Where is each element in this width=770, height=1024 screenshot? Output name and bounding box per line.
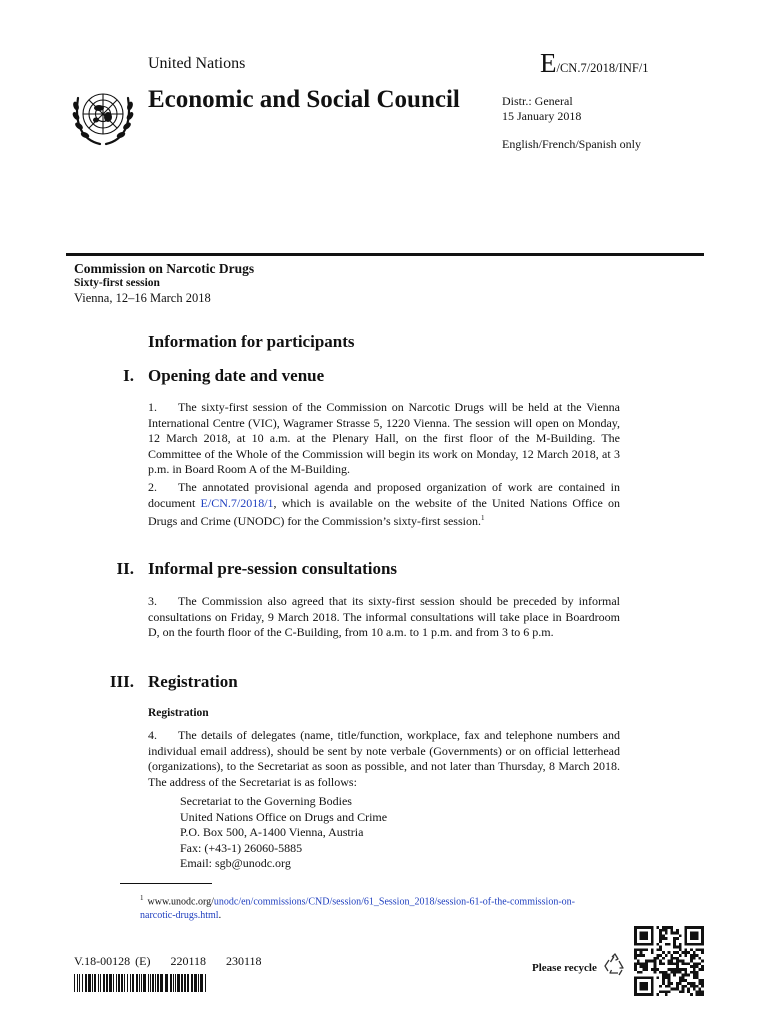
paragraph-text: The annotated provisional agenda and proposed organization of work are contained in document (148, 480, 620, 510)
commission-name: Commission on Narcotic Drugs (74, 261, 255, 276)
symbol-letter: E (540, 48, 557, 78)
footnote-suffix: . (218, 910, 222, 922)
issue-date: 15 January 2018 (502, 109, 582, 123)
address-line: Fax: (+43-1) 26060-5885 (180, 840, 303, 855)
org-name: United Nations (148, 55, 246, 72)
release-date-code: 230118 (226, 954, 262, 968)
distribution: Distr.: General (502, 94, 573, 108)
paragraph-text: The sixty-first session of the Commission on Narcotic Drugs will be held at the Vienna International Centre (VIC), Wagramer Strasse 5, 1220 Vienna. The session will open on Monday, 12 March 2018, at 10 a.m. at the Plenary Hall, on the first floor of the M-Building. The Committee of the Whole of the Commission will begin its work on Monday, 12 March 2018, at 3 p.m. in Board Room A of the M-Building. (148, 400, 620, 476)
footnote-prefix: www.unodc.org/ (147, 896, 214, 908)
section-number: I. (123, 366, 134, 385)
paragraph-text: The Commission also agreed that its sixty-first session should be preceded by informal consultations on Friday, 9 March 2018. The informal consultations will take place in Boardroom D, on the fourth floor of the C-Building, from 10 a.m. to 1 p.m. and from 3 to 6 p.m. (148, 594, 620, 639)
issue-date-code: 220118 (170, 954, 206, 968)
footnote-ref[interactable]: 1 (480, 514, 485, 522)
document-title: Information for participants (148, 332, 355, 351)
symbol-rest: /CN.7/2018/INF/1 (556, 61, 649, 75)
venue-dates: Vienna, 12–16 March 2018 (74, 291, 211, 305)
paragraph-number: 1. (148, 400, 157, 414)
document-link[interactable]: E/CN.7/2018/1 (200, 495, 274, 510)
section-number: III. (109, 672, 134, 691)
section-number: II. (116, 559, 134, 578)
address-email[interactable]: Email: sgb@unodc.org (180, 856, 291, 870)
un-emblem-icon (70, 84, 136, 150)
subheading: Registration (148, 707, 209, 719)
address-line: United Nations Office on Drugs and Crime (180, 809, 388, 824)
paragraph-text: , which is available on the website of the United Nations Office on Drugs and Crime (UNODC) for the Commission’s sixty-first session. (148, 495, 620, 528)
languages: English/French/Spanish only (502, 137, 641, 151)
paragraph-text: The details of delegates (name, title/function, workplace, fax and telephone numbers and individual email address), should be sent by note verbale (Governments) or on official letterhead (organizations), to the Secretariat as soon as possible, and not later than Thursday, 8 March 2018. The address of the Secretariat is as follows: (148, 728, 620, 789)
recycle-label: Please recycle (532, 962, 597, 974)
address-line: P.O. Box 500, A-1400 Vienna, Austria (180, 825, 364, 839)
paragraph-number: 2. (148, 480, 157, 494)
address-line: Secretariat to the Governing Bodies (180, 794, 352, 808)
job-number-line (74, 954, 262, 969)
paragraph-1 (148, 400, 620, 478)
section-title: Registration (148, 672, 238, 691)
document-symbol (540, 48, 649, 79)
paragraph-number: 4. (148, 728, 157, 742)
job-number: V.18-00128 (E) (74, 954, 151, 968)
header-rule (66, 253, 704, 256)
footnote (140, 891, 610, 923)
session-name: Sixty-first session (74, 277, 160, 289)
footnote-link[interactable]: unodc/en/commissions/CND/session/61_Session_2018/session-61-of-the-commission-on-narcotic-drugs.html (140, 896, 575, 922)
paragraph-3 (148, 594, 620, 641)
section-title: Informal pre-session consultations (148, 559, 398, 578)
barcode-icon (74, 974, 206, 992)
qr-code-icon (634, 926, 704, 996)
council-name: Economic and Social Council (148, 86, 460, 113)
paragraph-2 (148, 480, 620, 530)
section-title: Opening date and venue (148, 366, 325, 385)
paragraph-4 (148, 728, 620, 790)
distribution-block (502, 94, 581, 124)
footnote-rule (120, 883, 212, 884)
paragraph-number: 3. (148, 594, 157, 608)
secretariat-address (180, 794, 387, 872)
recycle-icon (602, 952, 628, 978)
footnote-mark: 1 (140, 894, 144, 902)
